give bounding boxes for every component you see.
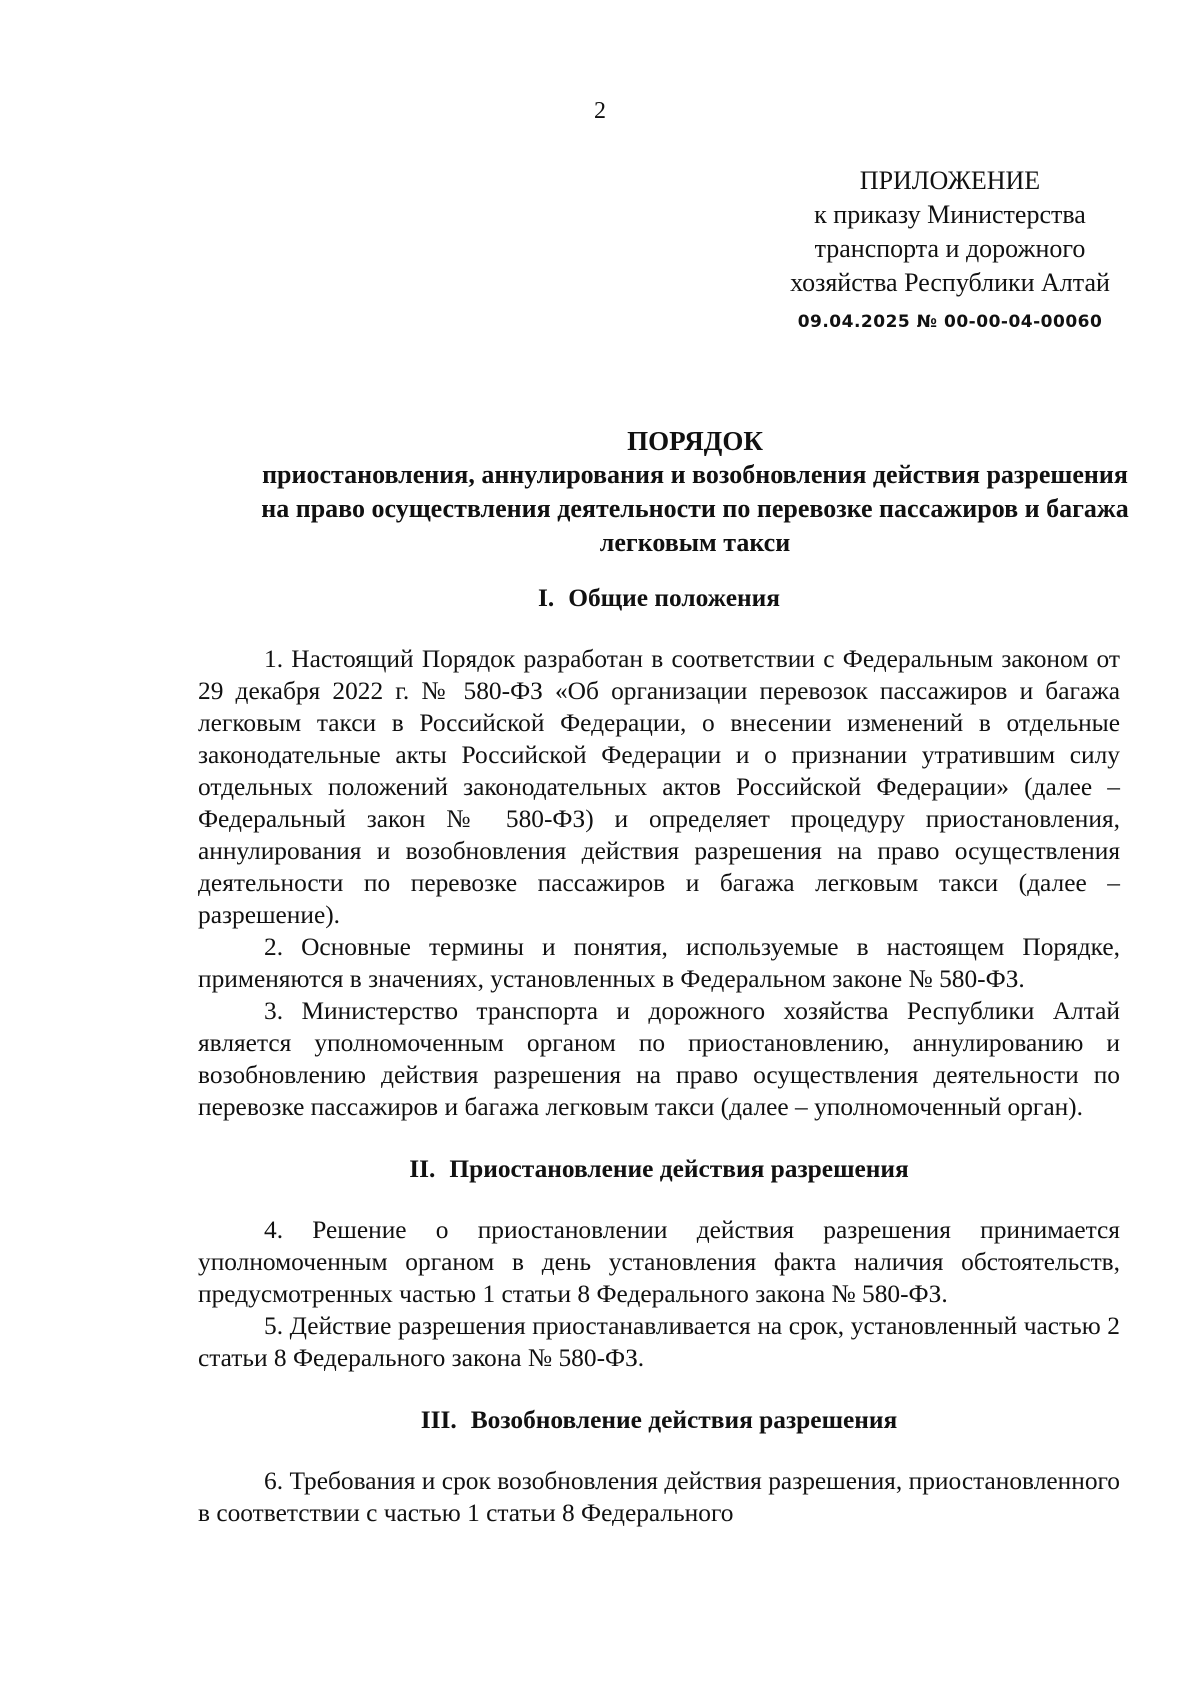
section-numeral: II. <box>409 1155 436 1183</box>
paragraph-4: 4. Решение о приостановлении действия разрешения принимается уполномоченным органом в день установления факта наличия обстоятельств, предусмотренных частью 1 статьи 8 Федерального закона № 580-ФЗ. <box>198 1216 1120 1308</box>
section-numeral: III. <box>420 1406 457 1434</box>
paragraph-6: 6. Требования и срок возобновления действия разрешения, приостановленного в соответствии с частью 1 статьи 8 Федерального <box>198 1467 1120 1527</box>
document-body <box>198 582 1120 1529</box>
appendix-line: транспорта и дорожного <box>814 234 1086 263</box>
paragraph-3: 3. Министерство транспорта и дорожного хозяйства Республики Алтай является уполномоченным органом по приостановлению, аннулированию и возобновлению действия разрешения на право осуществления деятельности по перевозке пассажиров и багажа легковым такси (далее – уполномоченный орган). <box>198 997 1120 1121</box>
section-heading-3 <box>198 1404 1120 1436</box>
section-numeral: I. <box>537 584 555 612</box>
appendix-heading: ПРИЛОЖЕНИЕ <box>859 166 1041 195</box>
section-title: Общие положения <box>568 584 780 612</box>
paragraph-5: 5. Действие разрешения приостанавливается на срок, установленный частью 2 статьи 8 Федерального закона № 580-ФЗ. <box>198 1312 1120 1372</box>
section-heading-2 <box>198 1153 1120 1185</box>
paragraph-1: 1. Настоящий Порядок разработан в соответствии с Федеральным законом от 29 декабря 2022 г. № 580-ФЗ «Об организации перевозок пассажиров и багажа легковым такси в Российской Федерации, о внесении изменений в отдельные законодательные акты Российской Федерации и о признании утратившим силу отдельных положений законодательных актов Российской Федерации» (далее – Федеральный закон № 580-ФЗ) и определяет процедуру приостановления, аннулирования и возобновления действия разрешения на право осуществления деятельности по перевозке пассажиров и багажа легковым такси (далее – разрешение). <box>198 645 1120 929</box>
title-line: легковым такси <box>599 528 791 557</box>
paragraph-2: 2. Основные термины и понятия, используемые в настоящем Порядке, применяются в значениях, установленных в Федеральном законе № 580-ФЗ. <box>198 933 1120 993</box>
section-title: Приостановление действия разрешения <box>449 1155 909 1183</box>
appendix-block <box>750 164 1150 334</box>
appendix-line: хозяйства Республики Алтай <box>790 268 1110 297</box>
section-title: Возобновление действия разрешения <box>470 1406 898 1434</box>
document-title <box>150 424 1200 560</box>
section-heading-1 <box>198 582 1120 614</box>
appendix-line: к приказу Министерства <box>814 200 1086 229</box>
page-number: 2 <box>594 98 606 124</box>
title-line: приостановления, аннулирования и возобновления действия разрешения <box>262 460 1128 489</box>
title-main: ПОРЯДОК <box>627 426 763 456</box>
title-line: на право осуществления деятельности по перевозке пассажиров и багажа <box>261 494 1129 523</box>
order-reference: 09.04.2025 № 00-00-04-00060 <box>797 312 1103 332</box>
